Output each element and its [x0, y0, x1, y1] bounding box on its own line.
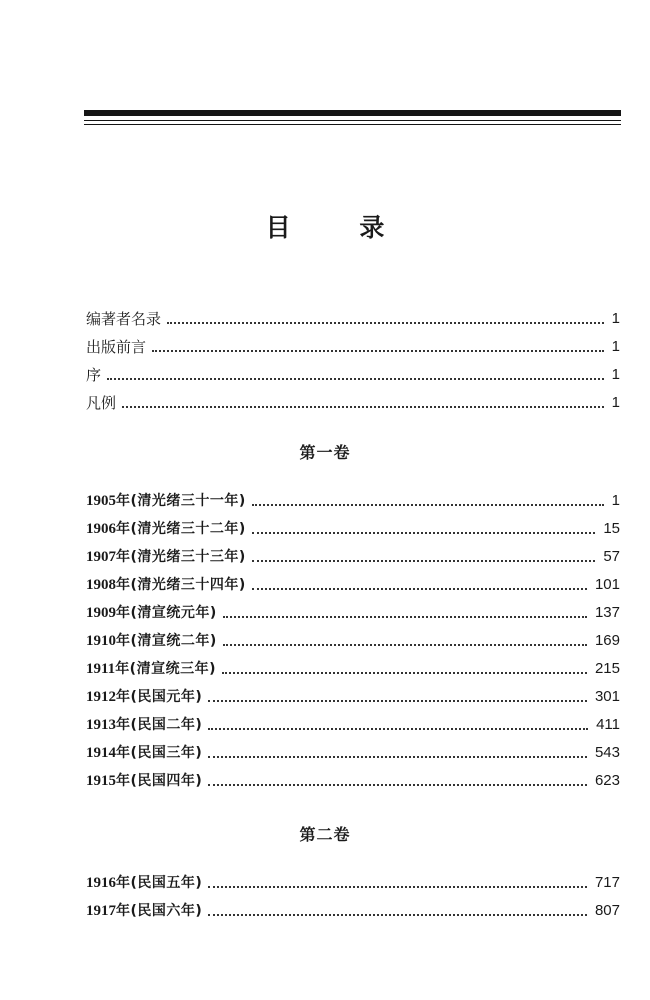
toc-entry-year[interactable]: [86, 658, 620, 680]
dot-leader: [208, 700, 587, 702]
volume-heading: 第一卷: [299, 443, 351, 462]
toc-entry-year-number: 1905: [86, 493, 116, 509]
toc-entry-page: 1: [611, 338, 620, 355]
toc-entry-year-number: 1910: [86, 633, 116, 649]
toc-entry-label: [86, 518, 246, 540]
toc-entry-label: [86, 770, 202, 792]
toc-entry-year[interactable]: [86, 546, 620, 568]
toc-entry-page: 411: [596, 716, 620, 733]
toc-entry-page: 15: [603, 520, 620, 537]
toc-entry-page: 169: [594, 632, 620, 649]
toc-entry-label: [86, 546, 246, 568]
toc-entry-era: 年(清光绪三十三年): [116, 549, 246, 565]
toc-entry-year-number: 1917: [86, 903, 116, 919]
toc-entry-era: 年(清光绪三十二年): [116, 521, 246, 537]
header-rule-thin-2: [84, 124, 621, 125]
toc-entry-label: [86, 686, 202, 708]
toc-entry-era: 年(清光绪三十一年): [116, 493, 246, 509]
toc-entry-front-matter[interactable]: [86, 336, 620, 358]
toc-entry-front-matter[interactable]: [86, 392, 620, 414]
toc-entry-label: 凡例: [86, 394, 117, 412]
toc-entry-label: [86, 630, 217, 652]
toc-entry-year[interactable]: [86, 602, 620, 624]
dot-leader: [208, 886, 587, 888]
toc-entry-year[interactable]: [86, 518, 620, 540]
toc-entry-year[interactable]: [86, 714, 620, 736]
header-rule: [84, 110, 621, 125]
toc-entry-page: 101: [594, 576, 620, 593]
toc-entry-page: 137: [594, 604, 620, 621]
toc-entry-year-number: 1908: [86, 577, 116, 593]
toc-entry-year[interactable]: [86, 770, 620, 792]
toc-entry-year[interactable]: [86, 742, 620, 764]
toc-entry-page: 543: [594, 744, 620, 761]
toc-entry-era: 年(民国元年): [116, 689, 203, 705]
toc-entry-era: 年(清宣统二年): [116, 633, 217, 649]
toc-entry-era: 年(清宣统三年): [115, 661, 216, 677]
dot-leader: [208, 914, 587, 916]
toc-entry-label: 出版前言: [86, 338, 147, 356]
toc-entry-era: 年(民国三年): [116, 745, 203, 761]
dot-leader: [152, 350, 604, 352]
toc-entry-label: [86, 602, 217, 624]
toc-entry-year-number: 1912: [86, 689, 116, 705]
toc-entry-label: [86, 714, 202, 736]
toc-entry-year-number: 1916: [86, 875, 116, 891]
dot-leader: [223, 644, 587, 646]
toc-entry-page: 1: [611, 492, 620, 509]
toc-entry-era: 年(清宣统元年): [116, 605, 217, 621]
toc-entry-era: 年(民国二年): [116, 717, 203, 733]
toc-entry-page: 1: [611, 366, 620, 383]
toc-entry-page: 57: [603, 548, 620, 565]
toc-entry-label: [86, 490, 246, 512]
dot-leader: [208, 784, 587, 786]
dot-leader: [252, 588, 587, 590]
toc-entry-year-number: 1913: [86, 717, 116, 733]
toc-entry-year[interactable]: [86, 574, 620, 596]
toc-entry-year-number: 1915: [86, 773, 116, 789]
toc-entry-label: [86, 872, 202, 894]
dot-leader: [223, 616, 587, 618]
dot-leader: [122, 406, 604, 408]
toc-entry-year-number: 1907: [86, 549, 116, 565]
toc-entry-era: 年(民国五年): [116, 875, 203, 891]
volume-heading: 第二卷: [299, 825, 351, 844]
dot-leader: [167, 322, 604, 324]
toc-entry-year[interactable]: [86, 490, 620, 512]
toc-entry-year-number: 1906: [86, 521, 116, 537]
toc-entry-page: 1: [611, 310, 620, 327]
toc-entry-year-number: 1911: [86, 661, 116, 677]
header-rule-thin: [84, 120, 621, 121]
toc-entry-year-number: 1909: [86, 605, 116, 621]
toc-entry-label: [86, 658, 216, 680]
toc-entry-year[interactable]: [86, 686, 620, 708]
toc-entry-year-number: 1914: [86, 745, 116, 761]
toc-entry-year[interactable]: [86, 872, 620, 894]
toc-entry-label: [86, 900, 202, 922]
toc-entry-label: 序: [86, 366, 102, 384]
toc-entry-label: [86, 574, 246, 596]
toc-entry-front-matter[interactable]: [86, 308, 620, 330]
toc-entry-label: 编著者名录: [86, 310, 162, 328]
dot-leader: [252, 532, 596, 534]
toc-entry-page: 1: [611, 394, 620, 411]
header-rule-thick: [84, 110, 621, 116]
dot-leader: [252, 560, 596, 562]
toc-entry-era: 年(清光绪三十四年): [116, 577, 246, 593]
dot-leader: [208, 728, 588, 730]
toc-entry-era: 年(民国四年): [116, 773, 203, 789]
toc-entry-page: 717: [594, 874, 620, 891]
toc-entry-era: 年(民国六年): [116, 903, 203, 919]
toc-entry-front-matter[interactable]: [86, 364, 620, 386]
dot-leader: [252, 504, 604, 506]
toc-entry-year[interactable]: [86, 900, 620, 922]
dot-leader: [208, 756, 587, 758]
toc-entry-page: 807: [594, 902, 620, 919]
dot-leader: [107, 378, 604, 380]
page-title: 目 录: [265, 213, 415, 242]
dot-leader: [222, 672, 587, 674]
toc-entry-label: [86, 742, 202, 764]
toc-entry-page: 215: [594, 660, 620, 677]
toc-entry-year[interactable]: [86, 630, 620, 652]
toc-entry-page: 623: [594, 772, 620, 789]
toc-entry-page: 301: [594, 688, 620, 705]
